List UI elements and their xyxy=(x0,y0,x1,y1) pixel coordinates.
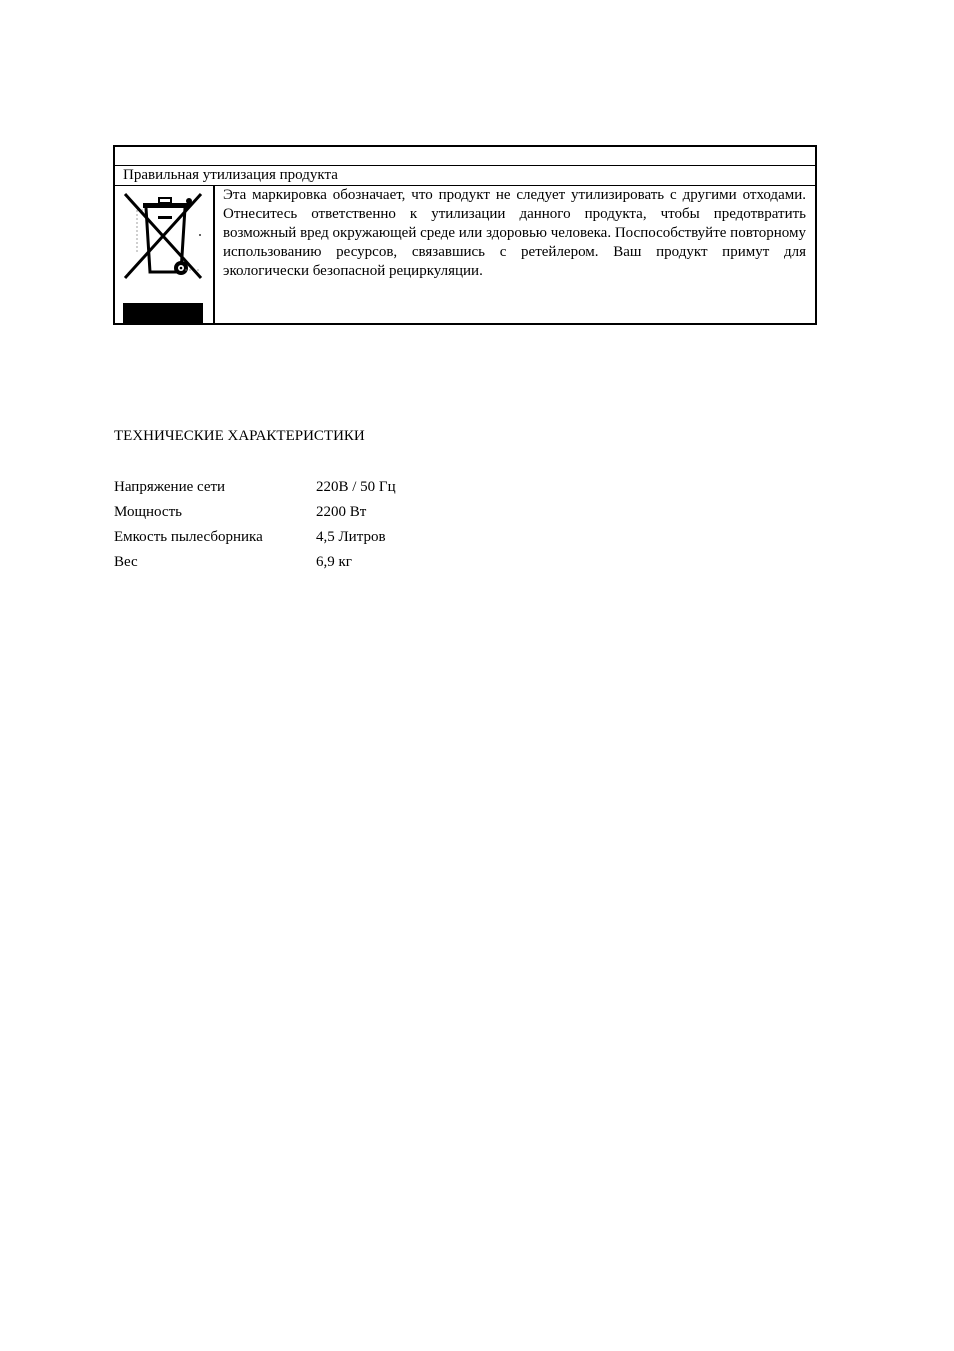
disposal-heading: Правильная утилизация продукта xyxy=(115,166,815,186)
disposal-icon-cell xyxy=(115,186,215,323)
spec-value: 2200 Вт xyxy=(316,504,367,520)
spec-value: 4,5 Литров xyxy=(316,529,386,545)
specifications-table xyxy=(114,477,396,577)
disposal-black-bar xyxy=(123,303,203,323)
disposal-notice-box xyxy=(113,145,817,325)
crossed-out-wheelie-bin-icon xyxy=(121,190,207,284)
spec-value: 6,9 кг xyxy=(316,554,352,570)
specifications-title: ТЕХНИЧЕСКИЕ ХАРАКТЕРИСТИКИ xyxy=(114,428,365,444)
spec-label: Вес xyxy=(114,554,138,570)
spec-value: 220В / 50 Гц xyxy=(316,479,396,495)
spec-row-weight xyxy=(114,552,396,577)
empty-header-strip xyxy=(115,147,815,166)
disposal-description: Эта маркировка обозначает, что продукт не следует утилизировать с другими отходами. Отнеситесь ответственно к утилизации данного продукта, чтобы предотвратить возможный вред окружающей среде или здоровью человека. Поспособствуйте повторному использованию ресурсов, связавшись с ретейлером. Ваш продукт примут для экологически безопасной рециркуляции. xyxy=(223,187,806,279)
disposal-content-row xyxy=(115,186,815,323)
spec-row-dust-capacity xyxy=(114,527,396,552)
spec-label: Мощность xyxy=(114,504,182,520)
spec-label: Емкость пылесборника xyxy=(114,529,263,545)
spec-row-power xyxy=(114,502,396,527)
spec-row-voltage xyxy=(114,477,396,502)
spec-label: Напряжение сети xyxy=(114,479,226,495)
